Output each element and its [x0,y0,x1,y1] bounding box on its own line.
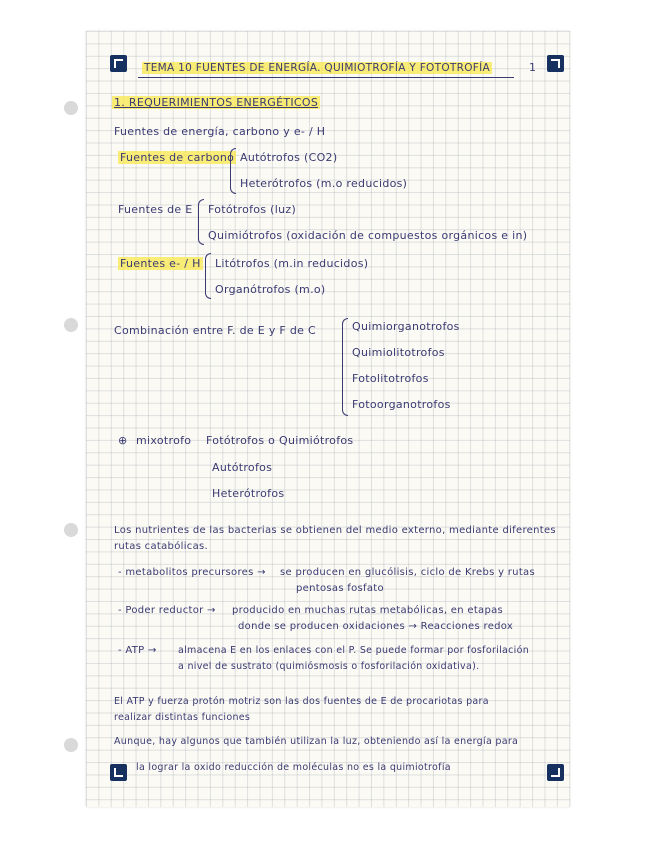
page-title: TEMA 10 FUENTES DE ENERGÍA. QUIMIOTROFÍA Y FOTOTROFÍA [144,62,490,74]
paragraph-line: rutas catabólicas. [114,541,208,552]
binder-hole [64,318,78,332]
combination-label: Combinación entre F. de E y F de C [114,324,316,337]
corner-marker-icon [547,764,564,781]
poder-label: - Poder reductor → [118,605,216,616]
mixotrofo-label: mixotrofo [136,434,192,447]
paragraph-line: Aunque, hay algunos que también utilizan la luz, obteniendo así la energía para [114,736,519,747]
atp-label: - ATP → [118,645,157,656]
electrons-brace [205,253,211,299]
electrons-label: Fuentes e- / H [120,257,201,270]
combination-brace [342,318,348,416]
energy-item: Quimiótrofos (oxidación de compuestos orgánicos e in) [208,229,528,242]
corner-marker-icon [110,764,127,781]
mixotrofo-line: Heterótrofos [212,487,285,500]
paragraph-line: la lograr la oxido reducción de moléculas no es la quimiotrofía [136,762,451,773]
mixotrofo-bullet: ⊕ [118,434,128,447]
carbon-item: Autótrofos (CO2) [240,151,338,164]
energy-brace [198,199,204,245]
intro-line: Fuentes de energía, carbono y e- / H [114,125,326,138]
energy-label: Fuentes de E [118,203,193,216]
corner-marker-icon [547,55,564,72]
title-underline [138,77,514,78]
carbon-brace [230,148,236,194]
poder-line: producido en muchas rutas metabólicas, en etapas [232,605,504,616]
carbon-label: Fuentes de carbono [120,151,235,164]
metabolitos-label: - metabolitos precursores → [118,567,266,578]
mixotrofo-line: Autótrofos [212,461,273,474]
page-number: 1 [529,61,537,74]
binder-hole [64,523,78,537]
paragraph-line: El ATP y fuerza protón motriz son las dos fuentes de E de procariotas para [114,696,489,707]
combination-item: Fotolitotrofos [352,372,429,385]
combination-item: Quimiorganotrofos [352,320,460,333]
paragraph-line: Los nutrientes de las bacterias se obtienen del medio externo, mediante diferentes [114,525,556,536]
electrons-item: Organótrofos (m.o) [215,283,326,296]
carbon-item: Heterótrofos (m.o reducidos) [240,177,408,190]
corner-marker-icon [110,55,127,72]
combination-item: Quimiolitotrofos [352,346,445,359]
paragraph-line: realizar distintas funciones [114,712,251,723]
metabolitos-line: se producen en glucólisis, ciclo de Krebs y rutas [280,567,535,578]
notebook-page [86,31,570,807]
binder-hole [64,101,78,115]
section-heading: 1. REQUERIMIENTOS ENERGÉTICOS [114,96,319,109]
atp-line: almacena E en los enlaces con el P. Se puede formar por fosforilación [178,645,530,656]
energy-item: Fotótrofos (luz) [208,203,297,216]
electrons-item: Litótrofos (m.in reducidos) [215,257,369,270]
metabolitos-line: pentosas fosfato [296,583,384,594]
combination-item: Fotoorganotrofos [352,398,451,411]
atp-line: a nivel de sustrato (quimiósmosis o fosforilación oxidativa). [178,661,480,672]
poder-line: donde se producen oxidaciones → Reacciones redox [238,621,514,632]
binder-hole [64,738,78,752]
mixotrofo-line: Fotótrofos o Quimiótrofos [206,434,354,447]
